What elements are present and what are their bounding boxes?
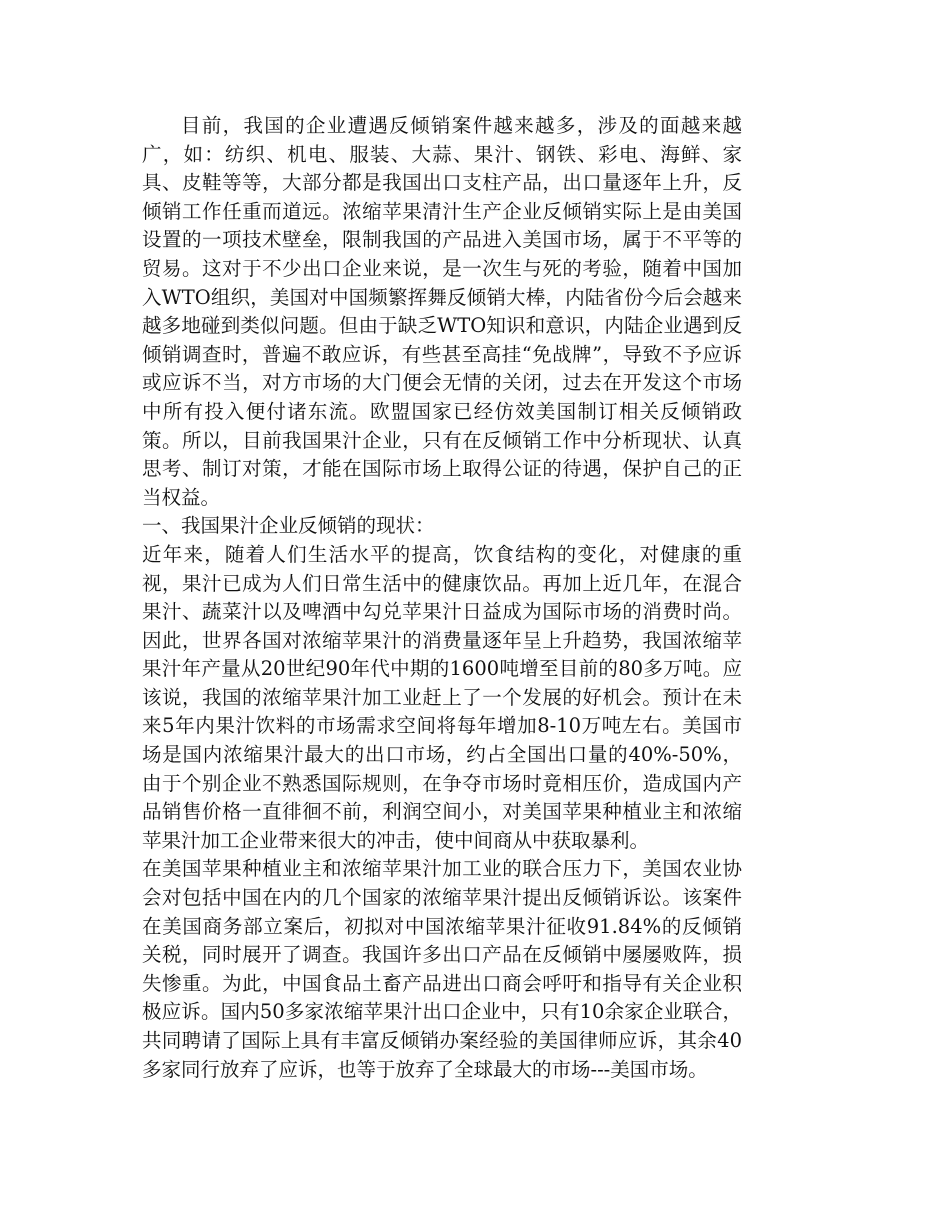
intro-paragraph: 目前，我国的企业遭遇反倾销案件越来越多，涉及的面越来越广，如：纺织、机电、服装、大蒜、果汁、钢铁、彩电、海鲜、家具、皮鞋等等，大部分都是我国出口支柱产品，出口量逐年上升，反倾销工作任重而道远。浓缩苹果清汁生产企业反倾销实际上是由美国设置的一项技术壁垒，限制我国的产品进入美国市场，属于不平等的贸易。这对于不少出口企业来说，是一次生与死的考验，随着中国加入WTO组织，美国对中国频繁挥舞反倾销大棒，内陆省份今后会越来越多地碰到类似问题。但由于缺乏WTO知识和意识，内陆企业遇到反倾销调查时，普遍不敢应诉，有些甚至高挂“免战牌”，导致不予应诉或应诉不当，对方市场的大门便会无情的关闭，过去在开发这个市场中所有投入便付诸东流。欧盟国家已经仿效美国制订相关反倾销政策。所以，目前我国果汁企业，只有在反倾销工作中分析现状、认真思考、制订对策，才能在国际市场上取得公证的待遇，保护自己的正当权益。 <box>142 114 742 509</box>
section-heading: 一、我国果汁企业反倾销的现状： <box>142 514 435 538</box>
document-body <box>142 112 742 1084</box>
body-paragraph-2: 在美国苹果种植业主和浓缩苹果汁加工业的联合压力下，美国农业协会对包括中国在内的几个国家的浓缩苹果汁提出反倾销诉讼。该案件在美国商务部立案后，初拟对中国浓缩苹果汁征收91.84%的反倾销关税，同时展开了调查。我国许多出口产品在反倾销中屡屡败阵，损失惨重。为此，中国食品土畜产品进出口商会呼吁和指导有关企业积极应诉。国内50多家浓缩苹果汁出口企业中，只有10余家企业联合，共同聘请了国际上具有丰富反倾销办案经验的美国律师应诉，其余40多家同行放弃了应诉，也等于放弃了全球最大的市场---美国市场。 <box>142 857 742 1081</box>
body-paragraph-1: 近年来，随着人们生活水平的提高，饮食结构的变化，对健康的重视，果汁已成为人们日常生活中的健康饮品。再加上近几年，在混合果汁、蔬菜汁以及啤酒中勾兑苹果汁日益成为国际市场的消费时尚。因此，世界各国对浓缩苹果汁的消费量逐年呈上升趋势，我国浓缩苹果汁年产量从20世纪90年代中期的1600吨增至目前的80多万吨。应该说，我国的浓缩苹果汁加工业赶上了一个发展的好机会。预计在未来5年内果汁饮料的市场需求空间将每年增加8-10万吨左右。美国市场是国内浓缩果汁最大的出口市场，约占全国出口量的40%-50%，由于个别企业不熟悉国际规则，在争夺市场时竟相压价，造成国内产品销售价格一直徘徊不前，利润空间小，对美国苹果种植业主和浓缩苹果汁加工企业带来很大的冲击，使中间商从中获取暴利。 <box>142 542 742 852</box>
